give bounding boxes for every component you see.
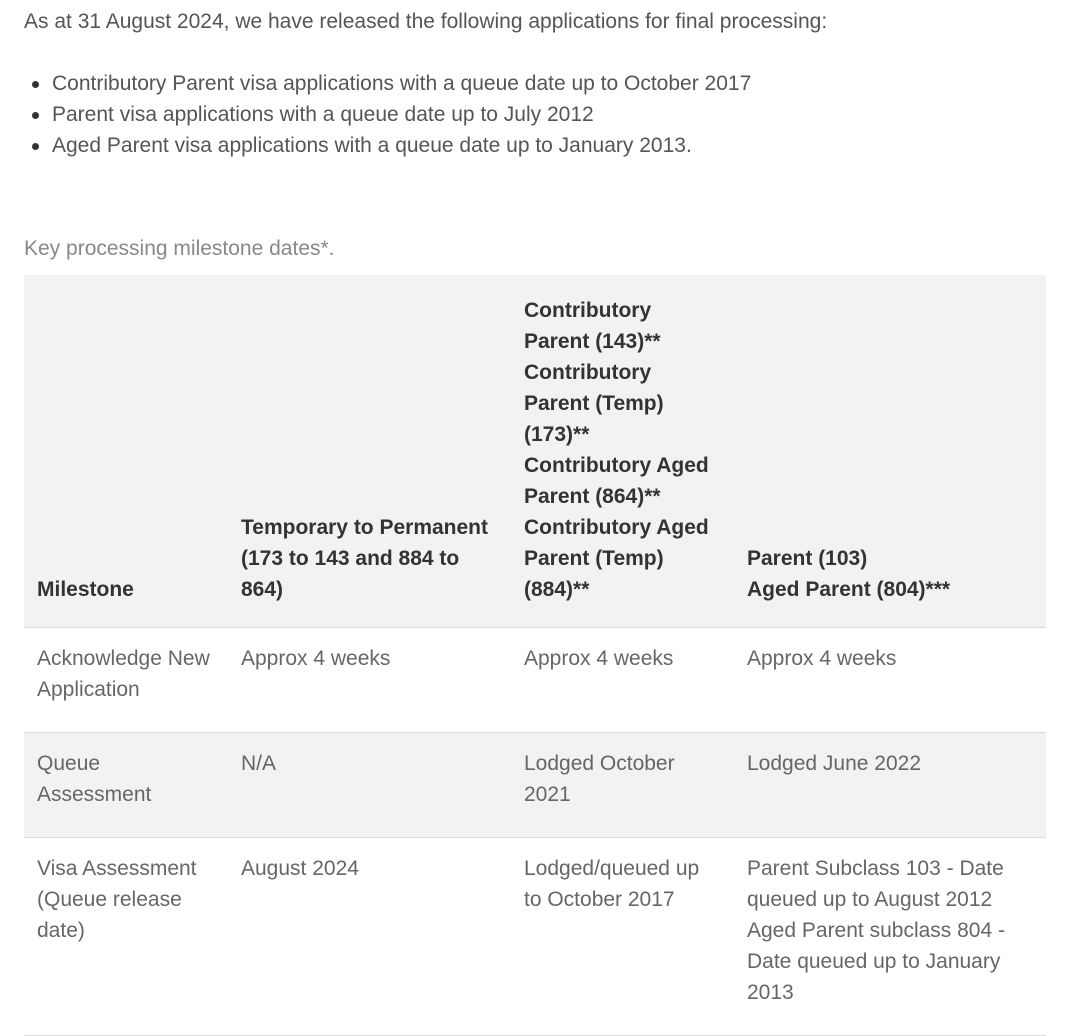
table-row	[24, 733, 1046, 838]
cell-line: Lodged June 2022	[747, 752, 921, 775]
intro-text: As at 31 August 2024, we have released the following applications for final processing:	[24, 10, 828, 33]
cell-contributory-parent: Approx 4 weeks	[511, 628, 734, 733]
cell-contributory-parent: Lodged/queued up to October 2017	[511, 838, 734, 1036]
cell-line: Aged Parent subclass 804 - Date queued up to January 2013	[747, 919, 1005, 1004]
cell-temporary-to-permanent: August 2024	[228, 838, 511, 1036]
table-body	[24, 628, 1046, 1036]
list-item: Contributory Parent visa applications with a queue date up to October 2017	[52, 68, 1056, 99]
cell-milestone: Visa Assessment (Queue release date)	[24, 838, 228, 1036]
cell-temporary-to-permanent: N/A	[228, 733, 511, 838]
header-line: Contributory Aged Parent (Temp) (884)**	[524, 516, 709, 601]
header-temporary-to-permanent: Temporary to Permanent (173 to 143 and 884 to 864)	[228, 275, 511, 628]
cell-contributory-parent: Lodged October 2021	[511, 733, 734, 838]
header-parent	[734, 275, 1046, 628]
table-row	[24, 838, 1046, 1036]
table-row	[24, 628, 1046, 733]
list-item: Parent visa applications with a queue date up to July 2012	[52, 99, 1056, 130]
header-line: Aged Parent (804)***	[747, 578, 951, 601]
header-line: Contributory Parent (143)**	[524, 299, 661, 353]
cell-parent	[734, 628, 1046, 733]
table-header	[24, 275, 1046, 628]
header-milestone: Milestone	[24, 275, 228, 628]
header-line: Contributory Aged Parent (864)**	[524, 454, 709, 508]
table-caption: Key processing milestone dates*.	[24, 237, 335, 260]
header-line: Parent (103)	[747, 547, 868, 570]
released-applications-list	[24, 68, 1056, 161]
cell-line: Parent Subclass 103 - Date queued up to August 2012	[747, 857, 1004, 911]
header-line: Contributory Parent (Temp) (173)**	[524, 361, 664, 446]
cell-line: Approx 4 weeks	[747, 647, 897, 670]
cell-milestone: Queue Assessment	[24, 733, 228, 838]
table-header-row	[24, 275, 1046, 628]
cell-parent	[734, 838, 1046, 1036]
cell-milestone: Acknowledge New Application	[24, 628, 228, 733]
header-contributory-parent	[511, 275, 734, 628]
cell-temporary-to-permanent: Approx 4 weeks	[228, 628, 511, 733]
list-item: Aged Parent visa applications with a queue date up to January 2013.	[52, 130, 1056, 161]
cell-parent	[734, 733, 1046, 838]
milestones-table	[24, 275, 1046, 1036]
